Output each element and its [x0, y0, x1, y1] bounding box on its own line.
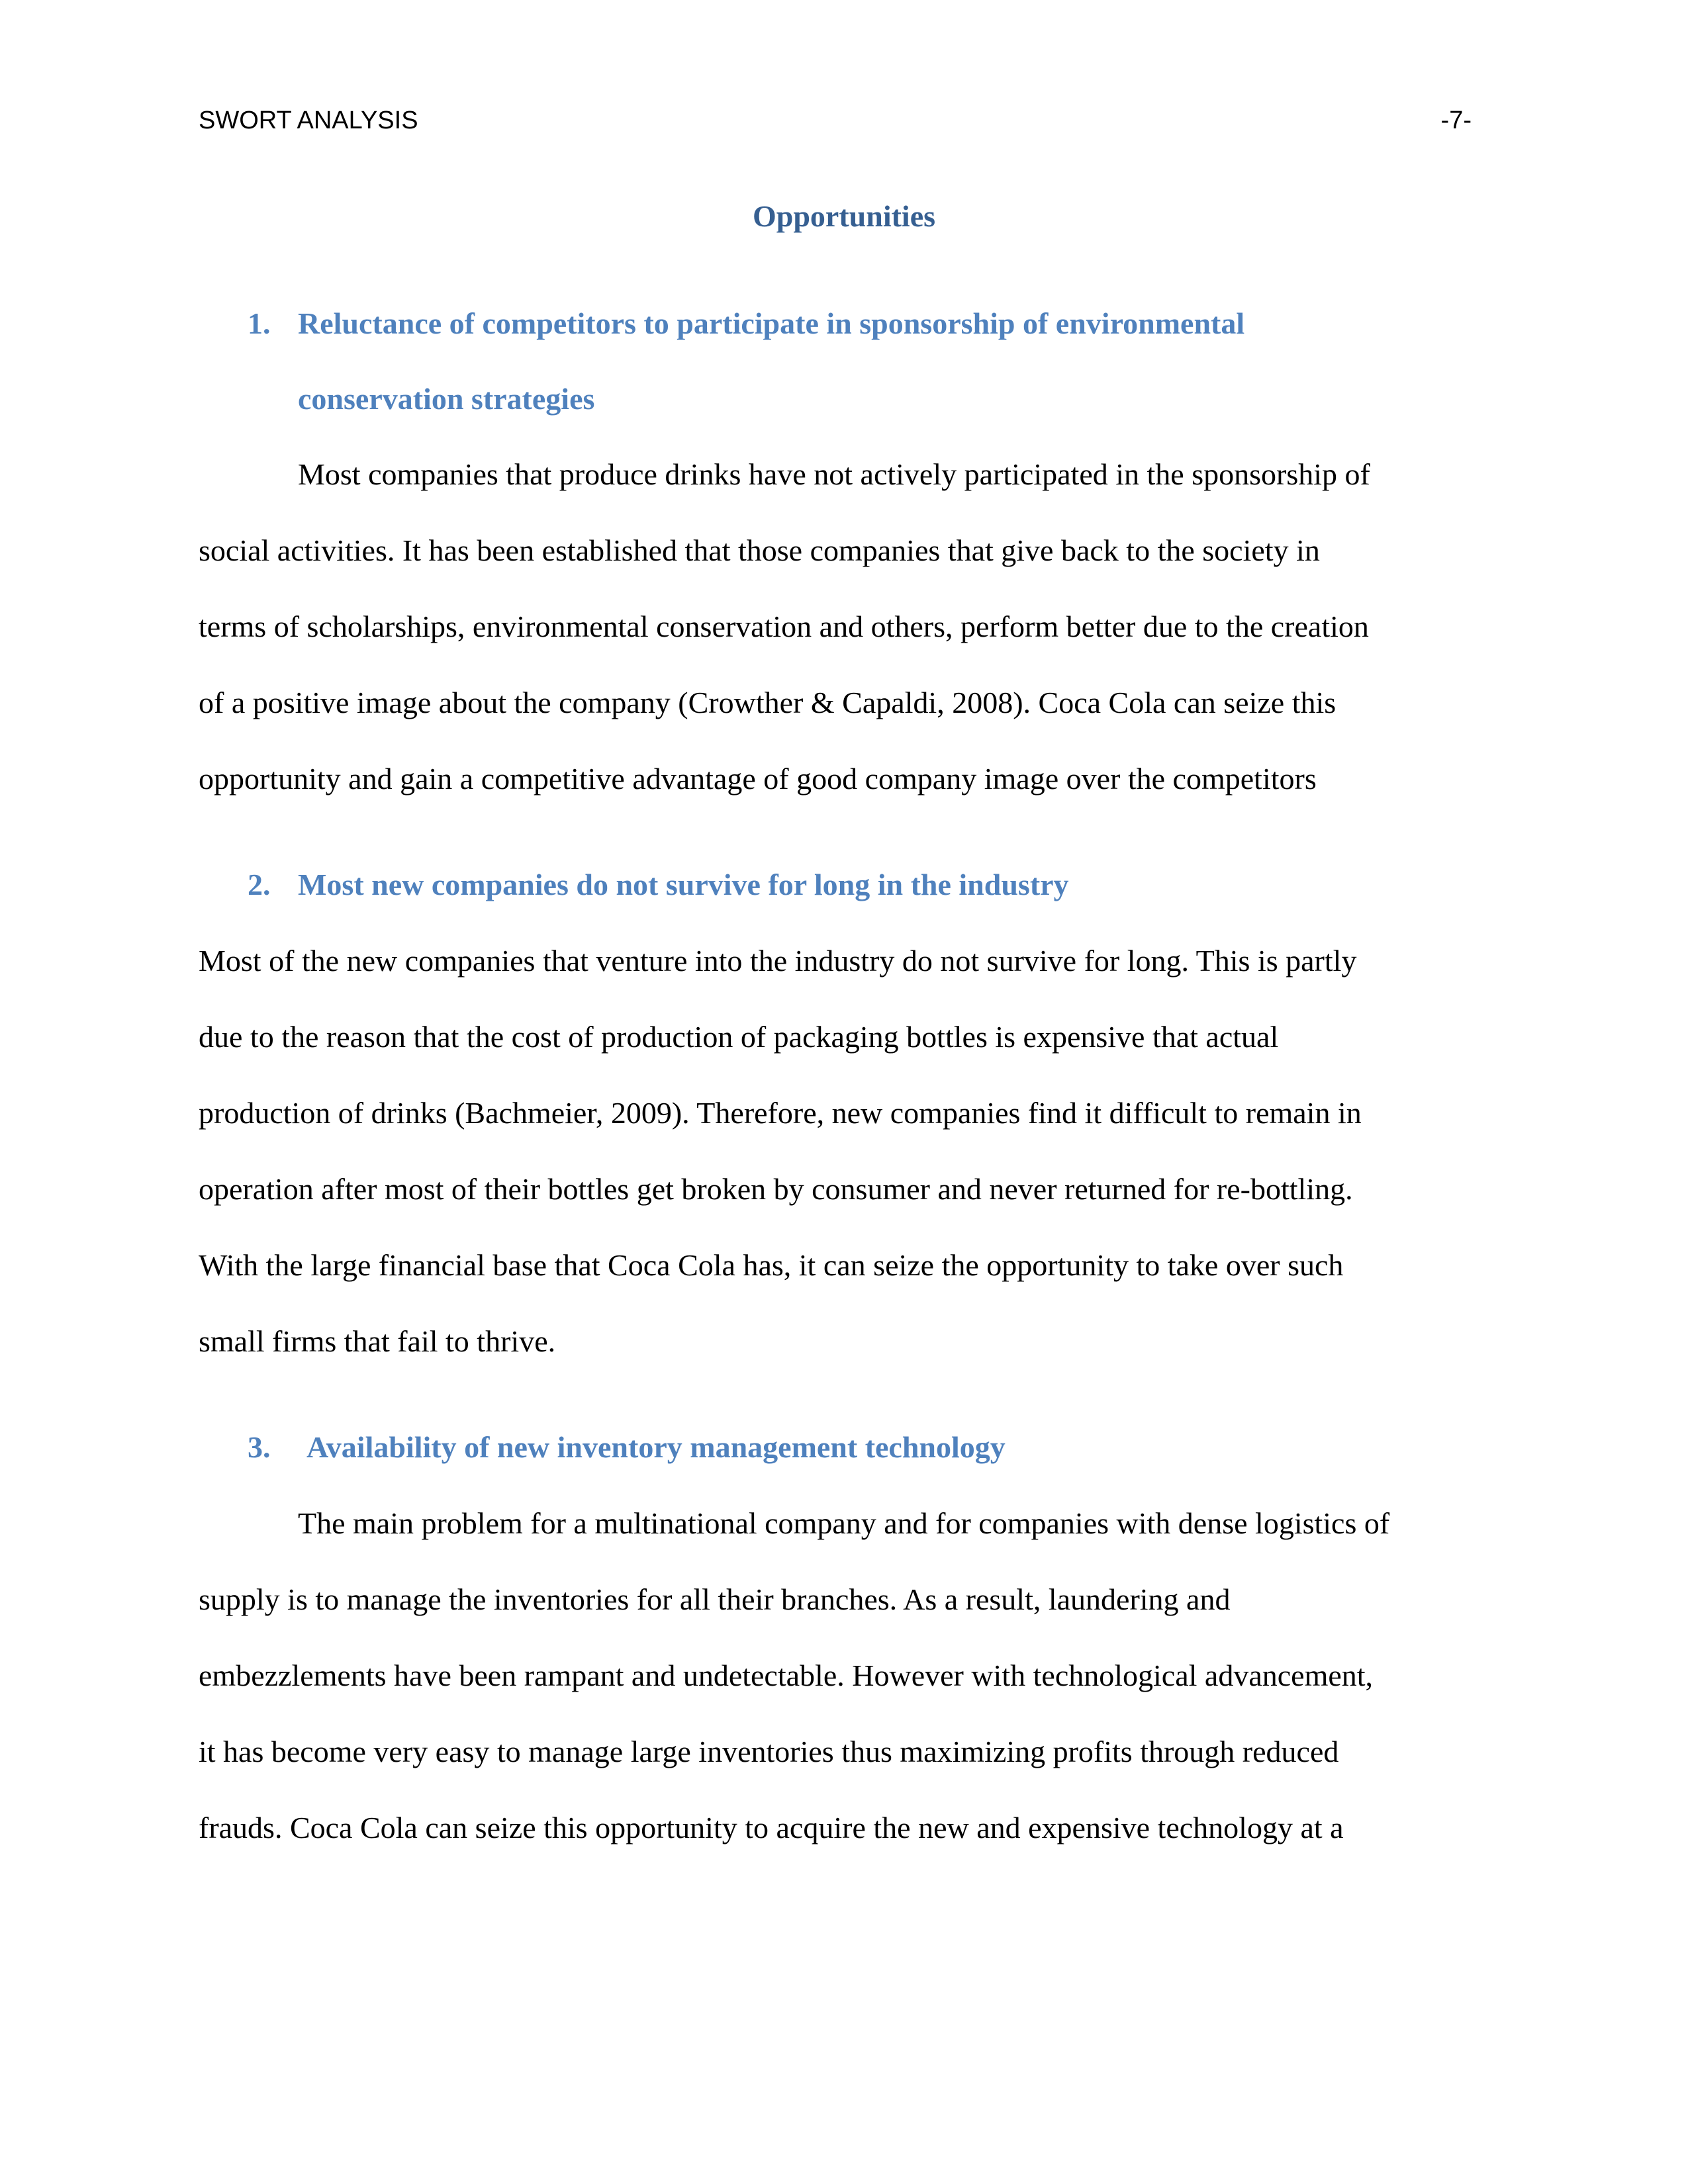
item-3-body-line-1: The main problem for a multinational company and for companies with dense logistics of [298, 1506, 1390, 1540]
item-2-body-line-3: production of drinks (Bachmeier, 2009). Therefore, new companies find it difficult to remain in [199, 1096, 1362, 1130]
page-number: -7- [1440, 107, 1472, 134]
item-1-heading-line-1: Reluctance of competitors to participate in sponsorship of environmental [298, 306, 1245, 340]
item-2-heading: Most new companies do not survive for long in the industry [298, 868, 1069, 901]
item-2-body-line-1: Most of the new companies that venture into the industry do not survive for long. This is partly [199, 944, 1357, 978]
running-header-title: SWORT ANALYSIS [199, 107, 418, 134]
item-1-body-line-4: of a positive image about the company (Crowther & Capaldi, 2008). Coca Cola can seize this [199, 686, 1336, 719]
item-1-body-line-2: social activities. It has been established that those companies that give back to the society in [199, 533, 1320, 567]
item-3-body-line-2: supply is to manage the inventories for all their branches. As a result, laundering and [199, 1582, 1231, 1616]
item-2-body-line-6: small firms that fail to thrive. [199, 1324, 556, 1358]
item-3-body-line-4: it has become very easy to manage large inventories thus maximizing profits through reduced [199, 1735, 1339, 1768]
item-1-heading-line-2: conservation strategies [298, 382, 595, 416]
item-3-heading: Availability of new inventory management technology [306, 1430, 1006, 1464]
item-3-body-line-5: frauds. Coca Cola can seize this opportunity to acquire the new and expensive technology at a [199, 1811, 1344, 1844]
item-2-number: 2. [248, 868, 271, 901]
item-1-body-line-5: opportunity and gain a competitive advantage of good company image over the competitors [199, 762, 1317, 796]
item-3-body-line-3: embezzlements have been rampant and undetectable. However with technological advancement, [199, 1659, 1374, 1692]
item-1-number: 1. [248, 306, 271, 340]
item-2-body-line-4: operation after most of their bottles get broken by consumer and never returned for re-bottling. [199, 1172, 1353, 1206]
item-3-number: 3. [248, 1430, 271, 1464]
item-1-body-line-1: Most companies that produce drinks have not actively participated in the sponsorship of [298, 457, 1370, 491]
item-2-body-line-5: With the large financial base that Coca Cola has, it can seize the opportunity to take over such [199, 1248, 1344, 1282]
section-title: Opportunities [752, 199, 936, 233]
item-1-body-line-3: terms of scholarships, environmental conservation and others, perform better due to the creation [199, 610, 1369, 643]
item-2-body-line-2: due to the reason that the cost of production of packaging bottles is expensive that actual [199, 1020, 1279, 1054]
